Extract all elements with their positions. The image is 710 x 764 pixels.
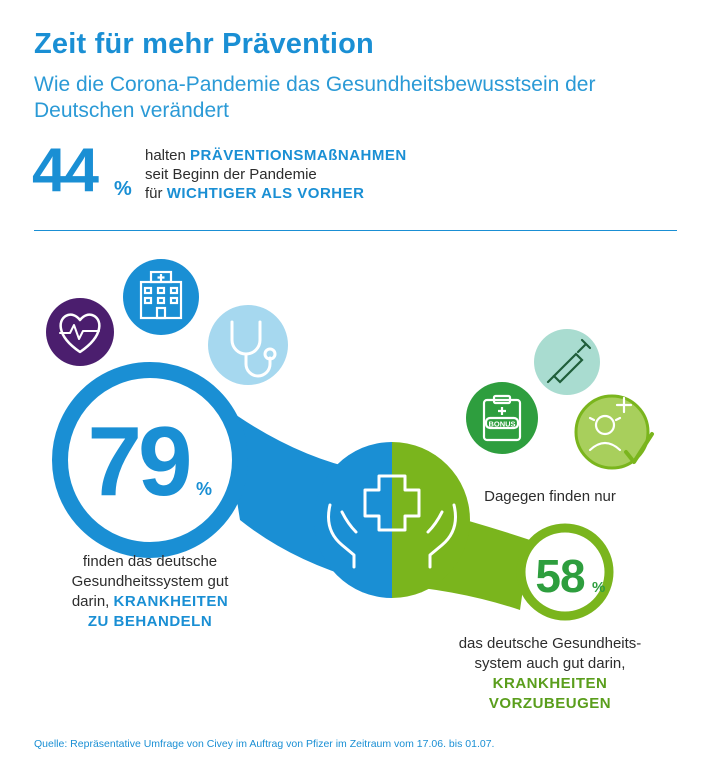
stat-44-line2: seit Beginn der Pandemie [145,166,317,183]
stat-58-intro: Dagegen finden nur [484,488,616,505]
stat-44-line3-strong: WICHTIGER ALS VORHER [166,185,365,202]
stat-79-label [60,552,240,632]
stat-79-percent: % [196,479,213,499]
bonus-label: BONUS [488,419,516,429]
stat-58-text: das deutsche Gesundheits- system auch gut darin, [458,635,642,672]
stat-44-percent: % [114,178,132,200]
syringe-icon [534,329,600,395]
source-note: Quelle: Repräsentative Umfrage von Civey im Auftrag von Pfizer im Zeitraum vom 17.06. bis 01.07. [34,738,495,750]
stethoscope-icon [208,305,288,385]
stat-79-number: 79 [87,406,189,516]
stat-58-strong: KRANKHEITEN VORZUBEUGEN [488,675,612,712]
stat-79-strong: KRANKHEITEN ZU BEHANDELN [87,593,229,630]
page-subtitle: Wie die Corona-Pandemie das Gesundheitsbewusstsein der Deutschen verändert [34,73,596,122]
hospital-icon [123,259,199,335]
page-title: Zeit für mehr Prävention [34,28,374,60]
stat-44-line1-prefix: halten [145,147,191,164]
stat-58-label [440,634,660,714]
stat-44-line1-strong: PRÄVENTIONSMAßNAHMEN [190,147,407,164]
healthy-person-icon [576,396,652,468]
stat-58-number: 58 [535,550,585,602]
center-circle [314,442,470,598]
stat-44-line3-prefix: für [145,185,167,202]
stat-79-text: finden das deutsche Gesundheitssystem gut darin, [71,553,229,610]
stat-58-percent: % [592,579,606,596]
heart-pulse-icon [46,298,114,366]
stat-44-number: 44 [32,136,97,205]
bonus-clipboard-icon [466,382,538,454]
